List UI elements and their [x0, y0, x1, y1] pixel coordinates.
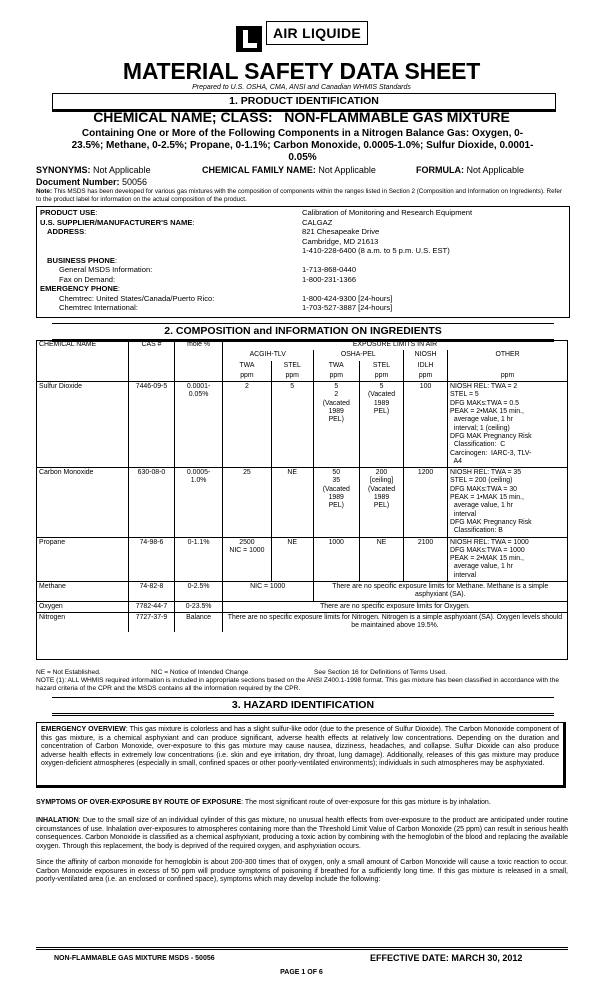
- table-row: [37, 468, 568, 537]
- composition-table: [36, 340, 568, 632]
- chemtrec-int-label: Chemtrec International: [59, 303, 136, 312]
- product-use-box: PRODUCT USE: Calibration of Monitoring and Research Equipment U.S. SUPPLIER/MANUFACTURER'S NAME: CALGAZ ADDRESS: 821 Chesapeake Drive Cambridge, MD 21613 1-410-228-6400 (8 a.m. to 5 p.m. U.S. EST) BUSINESS PHONE: General MSDS Information: 1-713-868-0440 Fax on Demand: 1-800-231-1366 EMERGENCY PHONE: Chemtrec: United States/Canada/Puerto Rico: 1-800-424-9300 [24-hours] Chemtrec International: 1-703-527-3887 [24-hours]: [36, 206, 570, 318]
- footer-page-number: PAGE 1 OF 6: [280, 969, 323, 976]
- header-chemical-name: CHEMICAL NAME: [37, 340, 129, 350]
- mole-cell: 0.0001- 0.05%: [175, 382, 223, 468]
- cas-cell: 7446-09-5: [128, 382, 174, 468]
- overview-label: EMERGENCY OVERVIEW: [41, 726, 126, 733]
- osha-twa-cell: 50 35 (Vacated 1989 PEL): [313, 468, 359, 537]
- table-row: [37, 612, 568, 631]
- whmis-note: NOTE (1): ALL WHMIS required information is included in appropriate sections based on the ANSI Z400.1-1998 format. This gas mixture has been classified in accordance with the hazard criteria of the CPR and the MSDS contains all the information required by the CPR.: [36, 677, 560, 692]
- footer-rule: [36, 947, 568, 950]
- affinity-paragraph: Since the affinity of carbon monoxide for hemoglobin is about 200-300 times that of oxygen, only a small amount of Carbon Monoxide will cause a toxic reaction to occur. Carbon Monoxide exposures in excess of 50 ppm will produce symptoms of poisoning if breathed for a sufficiently long time. If this gas mixture is released in a small, poorly-ventilated area (i.e. an enclosed or confined space), symptoms which may develop include the following:: [36, 859, 568, 884]
- header-cas: CAS #: [128, 340, 174, 350]
- docnum-value: 50056: [122, 177, 148, 187]
- mixture-note: [36, 188, 568, 204]
- overview-text: : This gas mixture is colorless and has a slight sulfur-like odor (due to the presence of Sulfur Dioxide). The Carbon Monoxide component of this gas mixture, is a chemical asphyxiant and can produce significant, adverse health effects at relatively low concentrations. Depending on the duration and concentration of Carbon Monoxide, over-exposure to this gas mixture may cause nausea, dizziness, headaches, and collapse. Sulfur Dioxide can also produce adverse health effects in extremely low concentrations (i.e. skin and eye irritation, dry throat, lung damage). Additionally, releases of this gas mixture may produce oxygen-deficient atmospheres (especially in small, confined spaces or other poorly-ventilated environments); individuals in such atmospheres may be asphyxiated.: [41, 726, 559, 768]
- chemical-name: CHEMICAL NAME; CLASS: NON-FLAMMABLE GAS MIXTURE: [93, 109, 510, 125]
- air-liquide-logo: [236, 20, 370, 52]
- cas-cell: 7782-44-7: [128, 601, 174, 612]
- address-label: ADDRESS: [47, 227, 85, 236]
- acgih-stel-cell: 5: [271, 382, 313, 468]
- symptoms-text: : The most significant route of over-exposure for this gas mixture is by inhalation.: [241, 799, 491, 806]
- section-3-heading: 3. HAZARD IDENTIFICATION: [52, 697, 554, 716]
- unit-ppm: ppm: [448, 371, 568, 382]
- table-row: [37, 582, 568, 602]
- header-niosh-idlh: IDLH: [404, 361, 448, 371]
- osha-twa-cell: 1000: [313, 537, 359, 581]
- ne-note: NE = Not Established.: [36, 669, 101, 676]
- product-use-value: Calibration of Monitoring and Research Equipment: [302, 208, 473, 217]
- nic-note: NIC = Notice of Intended Change: [151, 669, 249, 676]
- chemical-name-cell: Propane: [37, 537, 129, 581]
- mole-cell: 0.0005- 1.0%: [175, 468, 223, 537]
- chemical-name-cell: Methane: [37, 582, 129, 602]
- chemical-name-cell: Carbon Monoxide: [37, 468, 129, 537]
- chemtrec-us-label: Chemtrec: United States/Canada/Puerto Rico: [59, 293, 213, 303]
- acgih-stel-cell: NE: [271, 537, 313, 581]
- inhalation-label: INHALATION: [36, 817, 79, 824]
- document-number: [36, 177, 147, 187]
- chemical-name-cell: Nitrogen: [37, 612, 129, 631]
- table-row: [37, 382, 568, 468]
- header-acgih: ACGIH-TLV: [222, 350, 313, 360]
- address-line-3: 1-410-228-6400 (8 a.m. to 5 p.m. U.S. EST): [302, 246, 450, 255]
- section-1-heading: 1. PRODUCT IDENTIFICATION: [52, 93, 556, 112]
- mole-cell: 0-23.5%: [175, 601, 223, 612]
- osha-stel-cell: NE: [359, 537, 403, 581]
- section-2-heading: 2. COMPOSITION and INFORMATION ON INGREDIENTS: [52, 323, 554, 342]
- table-row: [37, 601, 568, 612]
- header-niosh: NIOSH: [404, 350, 448, 360]
- header-other: OTHER: [448, 350, 568, 360]
- header-exposure-limits: EXPOSURE LIMITS IN AIR: [222, 340, 567, 350]
- acgih-cell: NIC = 1000: [222, 582, 313, 602]
- cas-cell: 630-08-0: [128, 468, 174, 537]
- docnum-label: Document Number:: [36, 177, 120, 187]
- unit-ppm: ppm: [359, 371, 403, 382]
- cas-cell: 74-98-6: [128, 537, 174, 581]
- note-text: This MSDS has been developed for various gas mixtures with the composition of components within the ranges listed in Section 2 (Composition and Information on Ingredients). Refer to the product label for information on the actual composition of the product.: [36, 188, 562, 203]
- osha-twa-cell: 5 2 (Vacated 1989 PEL): [313, 382, 359, 468]
- chemtrec-int-value: 1-703-527-3887 [24-hours]: [302, 303, 393, 312]
- mole-cell: 0-2.5%: [175, 582, 223, 602]
- air-liquide-logo-icon: [236, 26, 262, 52]
- chemical-name-cell: Oxygen: [37, 601, 129, 612]
- cas-cell: 7727-37-9: [128, 612, 174, 631]
- fax-label: Fax on Demand: [59, 274, 114, 284]
- header-mole: mole %: [175, 340, 223, 350]
- oxygen-exposure-text: There are no specific exposure limits for Oxygen.: [222, 601, 567, 612]
- cas-cell: 74-82-8: [128, 582, 174, 602]
- mole-cell: Balance: [175, 612, 223, 631]
- unit-ppm: ppm: [271, 371, 313, 382]
- logo-text: AIR LIQUIDE: [266, 21, 368, 45]
- niosh-cell: 1200: [404, 468, 448, 537]
- supplier-label: U.S. SUPPLIER/MANUFACTURER'S NAME: [40, 217, 193, 227]
- footer-effective-date: EFFECTIVE DATE: MARCH 30, 2012: [370, 953, 523, 963]
- header-osha: OSHA-PEL: [313, 350, 404, 360]
- inhalation-paragraph: [36, 817, 568, 851]
- document-title: MATERIAL SAFETY DATA SHEET: [122, 58, 481, 84]
- chemical-name-cell: Sulfur Dioxide: [37, 382, 129, 468]
- emergency-overview-box: [36, 722, 566, 788]
- acgih-twa-cell: 2: [222, 382, 271, 468]
- family-value: Not Applicable: [318, 165, 376, 175]
- emergency-phone-label: EMERGENCY PHONE: [40, 284, 118, 293]
- header-acgih-twa: TWA: [222, 361, 271, 371]
- synonyms-label: SYNONYMS:: [36, 165, 91, 175]
- header-osha-stel: STEL: [359, 361, 403, 371]
- symptoms-label: SYMPTOMS OF OVER-EXPOSURE BY ROUTE OF EXPOSURE: [36, 799, 242, 806]
- product-use-label: PRODUCT USE: [40, 208, 96, 217]
- chemtrec-us-value: 1-800-424-9300 [24-hours]: [302, 293, 393, 303]
- general-msds-value: 1-713-868-0440: [302, 265, 357, 274]
- niosh-cell: 2100: [404, 537, 448, 581]
- other-cell: NIOSH REL: TWA = 2 STEL = 5 DFG MAKs:TWA = 0.5 PEAK = 2•MAK 15 min., average value, 1 hr interval; 1 (ceiling) DFG MAK Pregnancy Risk Classification: C Carcinogen: IARC-3, TLV- A4: [448, 382, 568, 468]
- header-osha-twa: TWA: [313, 361, 359, 371]
- osha-stel-cell: 200 [ceiling] (Vacated 1989 PEL): [359, 468, 403, 537]
- symptoms-paragraph: [36, 799, 568, 808]
- formula-label: FORMULA:: [416, 165, 464, 175]
- osha-stel-cell: 5 (Vacated 1989 PEL): [359, 382, 403, 468]
- chemical-description: Containing One or More of the Following Components in a Nitrogen Balance Gas: Oxygen, 0-23.5%; Methane, 0-2.5%; Propane, 0-1.1%; Carbon Monoxide, 0.0005-1.0%; Sulfur Dioxide, 0.0001-0.05%: [71, 128, 534, 163]
- nitrogen-exposure-text: There are no specific exposure limits for Nitrogen. Nitrogen is a simple asphyxiant (SA). Oxygen levels should be maintained above 19.5%.: [222, 612, 567, 631]
- footer-document-name: NON-FLAMMABLE GAS MIXTURE MSDS - 50056: [54, 955, 215, 962]
- supplier-value: CALGAZ: [302, 217, 333, 227]
- methane-exposure-text: There are no specific exposure limits for Methane. Methane is a simple asphyxiant (SA).: [313, 582, 568, 602]
- other-cell: NIOSH REL: TWA = 35 STEL = 200 (ceiling) DFG MAKs:TWA = 30 PEAK = 1•MAK 15 min., average value, 1 hr interval DFG MAK Pregnancy Risk Classification: B: [448, 468, 568, 537]
- general-msds-label: General MSDS Information: [59, 265, 151, 274]
- acgih-twa-cell: 25: [222, 468, 271, 537]
- abbreviation-notes: [36, 669, 568, 677]
- other-cell: NIOSH REL: TWA = 1000 DFG MAKs:TWA = 1000 PEAK = 2•MAK 15 min., average value, 1 hr interval: [448, 537, 568, 581]
- header-acgih-stel: STEL: [271, 361, 313, 371]
- definitions-note: See Section 16 for Definitions of Terms Used.: [314, 669, 447, 676]
- unit-ppm: ppm: [313, 371, 359, 382]
- address-line-2: Cambridge, MD 21613: [302, 236, 379, 246]
- address-line-1: 821 Chesapeake Drive: [302, 227, 380, 236]
- formula-value: Not Applicable: [466, 165, 525, 175]
- acgih-stel-cell: NE: [271, 468, 313, 537]
- niosh-cell: 100: [404, 382, 448, 468]
- business-phone-label: BUSINESS PHONE: [47, 255, 115, 265]
- acgih-twa-cell: 2500 NIC = 1000: [222, 537, 271, 581]
- document-subtitle: Prepared to U.S. OSHA, CMA, ANSI and Canadian WHMIS Standards: [192, 84, 411, 91]
- mole-cell: 0-1.1%: [175, 537, 223, 581]
- fax-value: 1-800-231-1366: [302, 274, 357, 284]
- inhalation-text: : Due to the small size of an individual cylinder of this gas mixture, no unusual health effects from over-exposure to the product are anticipated under routine circumstances of use. Inhalation over-exposures to atmospheres containing more than the Threshold Limit Value of Carbon Monoxide (25 ppm) can result in serious health consequences. Carbon Monoxide is classified as a chemical asphyxiant, producing a toxic action by combining with the hemoglobin of the blood and replacing the available oxygen. Through this replacement, the body is deprived of the required oxygen, and asphyxiation occurs.: [36, 817, 568, 850]
- table-row: [37, 537, 568, 581]
- note-label: Note:: [36, 188, 53, 195]
- family-label: CHEMICAL FAMILY NAME:: [202, 165, 316, 175]
- unit-ppm: ppm: [222, 371, 271, 382]
- unit-ppm: ppm: [404, 371, 448, 382]
- synonyms-value: Not Applicable: [93, 165, 151, 175]
